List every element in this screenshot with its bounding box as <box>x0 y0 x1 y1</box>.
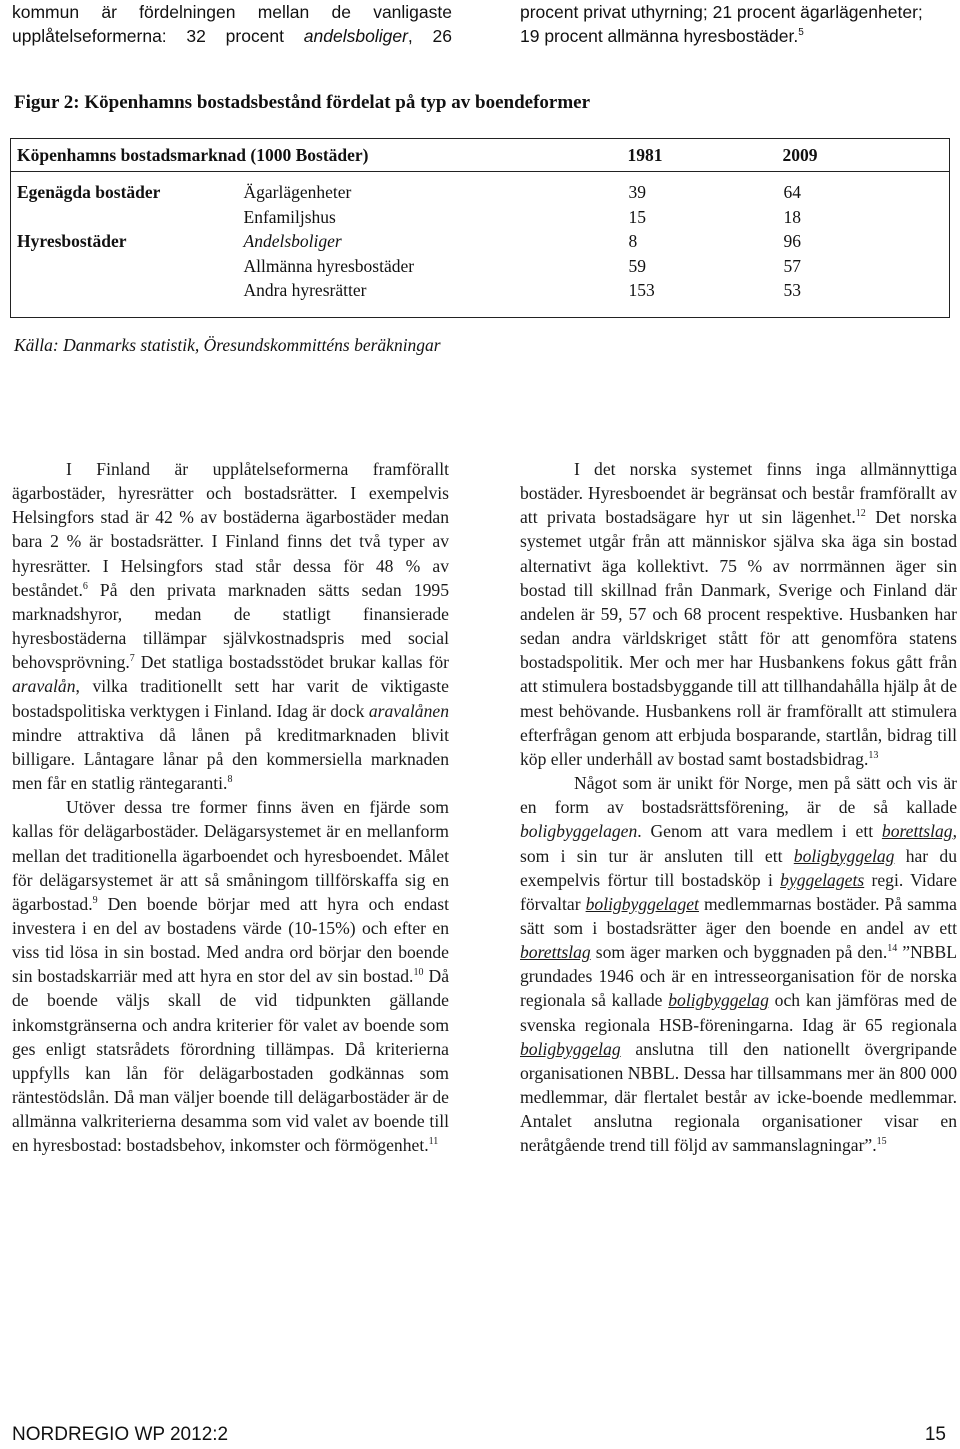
top-left-line2 <box>12 24 452 48</box>
page-number: 15 <box>924 1424 946 1445</box>
figure-title: Figur 2: Köpenhamns bostadsbestånd fördelat på typ av boendeformer <box>14 92 591 113</box>
value-1981: 59 <box>628 255 646 276</box>
top-left-line1: kommun är fördelningen mellan de vanligaste <box>12 2 452 22</box>
subtype-label: Ägarlägenheter <box>243 182 352 202</box>
value-1981: 153 <box>628 280 655 300</box>
italic-term: aravalån <box>12 676 76 697</box>
category-rental: Hyresbostäder <box>17 231 127 251</box>
value-2009: 53 <box>783 280 801 300</box>
top-right-line2-text: 19 procent allmänna hyresbostäder. <box>520 26 799 46</box>
text-run: Något som är unikt för Norge, men på sätt och vis är en form av bostadsrättsförening, är de så kallade <box>520 773 957 818</box>
text-run: I det norska systemet finns inga allmännyttiga bostäder. Hyresboendet är begränsat och består framförallt av att privata bostadsägare hyr ut sin lägenhet. <box>520 459 957 528</box>
subtype-label: Allmänna hyresbostäder <box>243 255 415 276</box>
value-2009: 96 <box>783 231 801 251</box>
text-run: Då de boende väljs skall de vid tidpunkten gällande inkomstgränserna och andra kriterier för valet av boende som ges enligt statsrådets förordning tillämpas. Då kriterierna uppfylls kan lån för delägarbostaden godkännas som räntestödslån. Då man väljer boende till delägarbostäder är de allmänna valkriterierna desamma som vid valet av boende till en hyresbostad: bostadsbehov, inkomster och förmögenhet. <box>12 966 449 1156</box>
paragraph <box>12 457 449 795</box>
text-run: som äger marken och byggnaden på den. <box>590 942 888 963</box>
text-run: Den boende börjar med att hyra och endast investera i en del av bostadens värde (10-15%) och efter en viss tid lösa in sin bostad. Med andra ord börjar den boende sin bostadskarriär med att hyra en stor del av sin bostad. <box>12 893 449 987</box>
text-run: Det statliga bostadsstödet brukar kallas för <box>134 652 449 673</box>
italic-term: borettslag <box>520 942 591 963</box>
text-run: , som i sin tur är ansluten till ett <box>520 821 957 866</box>
subtype-label: Andelsboliger <box>243 231 342 251</box>
figure-table <box>10 138 950 318</box>
table-row <box>11 172 950 318</box>
top-left-text <box>12 0 452 48</box>
footnote-ref: 10 <box>413 967 424 979</box>
text-run: mindre attraktiva då lånen på kreditmarknaden blivit billigare. Låntagare lånar på den kommersiella marknaden men får en statlig räntegaranti. <box>12 724 449 794</box>
table-header-year-2009: 2009 <box>783 139 950 172</box>
value-2009: 18 <box>783 206 801 227</box>
table-header-year-1981: 1981 <box>628 139 783 172</box>
italic-term: boligbyggelag <box>520 1038 621 1059</box>
footnote-ref: 5 <box>798 27 804 39</box>
text-run: Det norska systemet utgår från att människor själva ska äga sin bostad alternativt äga kollektivt. 75 % av norrmännen äger sin bostad till skillnad från Danmark, Sverige och Finland där andelen är 59, 57 och 68 procent respektive. Husbanken har sedan andra världskriget stått för att genomföra statens bostadspolitik. Mer och mer har Husbankens fokus gått från att stimulera bostadsbyggande till att tillhandahålla hjälp åt de mest behövande. Husbankens roll är framförallt att stimulera efterfrågan genom att erbjuda bosparande, startlån, bidrag till köp eller underhåll av bostad samt bostadsbidrag. <box>520 507 957 769</box>
footer-publication: NORDREGIO WP 2012:2 <box>12 1424 229 1445</box>
italic-term: aravalånen <box>368 700 449 721</box>
footnote-ref: 11 <box>428 1136 439 1148</box>
text-run: och kan jämföras med de svenska regionala HSB-föreningarna. Idag är 65 regionala <box>520 990 957 1035</box>
text-run: , vilka traditionellt sett har varit de viktigaste bostadspolitiska verktygen i Finland. Idag är dock <box>12 676 449 721</box>
italic-term: byggelagets <box>780 869 865 890</box>
italic-term: boligbyggelag <box>793 845 895 866</box>
text-run: . Genom att vara medlem i ett <box>637 821 882 842</box>
top-right-line1: procent privat uthyrning; 21 procent ägarlägenheter; <box>520 2 923 22</box>
value-2009: 57 <box>783 255 801 276</box>
footnote-ref: 8 <box>227 774 233 786</box>
subtype-label: Enfamiljshus <box>243 206 336 227</box>
value-1981: 8 <box>628 231 638 251</box>
table-1981-column <box>628 172 783 318</box>
text-run: Utöver dessa tre former finns även en fjärde som kallas för delägarbostäder. Delägarsystemet är en mellanform mellan det traditionella ägarboendet och hyresboendet. Målet för delägarsystemet är att så småningom tillförskaffa sig en ägarbostad. <box>12 797 449 914</box>
text-run: I Finland är upplåtelseformerna framförallt ägarbostäder, hyresrätter och bostadsrätter. I exempelvis Helsingfors stad är 42 % av bostäderna ägarbostäder medan bara 2 % är bostadsrätter. I Finland finns det två typer av hyresrätter. I Helsingfors stad står dessa för 48 % av beståndet. <box>12 459 449 600</box>
top-left-line2-end: , 26 <box>407 26 452 46</box>
figure-source: Källa: Danmarks statistik, Öresundskommitténs beräkningar <box>14 335 441 355</box>
italic-term: boligbyggelaget <box>585 893 699 914</box>
footnote-ref: 6 <box>82 580 88 592</box>
body-column-left <box>12 457 449 1158</box>
top-left-line2-text: upplåtelseformerna: 32 procent <box>12 26 304 46</box>
text-run: anslutna till den nationellt övergripande organisationen NBBL. Dessa har tillsammans mer än 800 000 medlemmar, där flertalet består av icke-boende medlemmar. Antalet anslutna regionala organisationer visar en neråtgående trend till följd av sammanslagningar”. <box>520 1038 957 1156</box>
italic-term: boligbyggelag <box>668 990 769 1011</box>
table-header-row <box>11 139 950 172</box>
value-2009: 64 <box>783 182 801 202</box>
footnote-ref: 12 <box>855 508 866 520</box>
top-right-text <box>520 0 960 48</box>
subtype-label: Andra hyresrätter <box>243 280 367 300</box>
table-category-column <box>11 172 243 318</box>
footnote-ref: 7 <box>129 653 135 665</box>
body-column-right <box>520 457 957 1158</box>
category-owned: Egenägda bostäder <box>17 182 161 202</box>
footnote-ref: 9 <box>92 894 98 906</box>
footnote-ref: 15 <box>876 1136 887 1148</box>
paragraph <box>520 771 957 1158</box>
text-run: medlemmarnas bostäder. På samma sätt som i bostadsrätter äger den boende en andel av ett <box>520 893 957 938</box>
italic-term: boligbyggelagen <box>520 821 638 842</box>
top-left-line2-italic: andelsboliger <box>303 26 408 46</box>
paragraph <box>520 457 957 771</box>
paragraph <box>12 795 449 1157</box>
table-header-label: Köpenhamns bostadsmarknad (1000 Bostäder) <box>11 139 628 172</box>
footnote-ref: 14 <box>887 943 898 955</box>
table-2009-column <box>783 172 950 318</box>
top-right-line2 <box>520 24 960 48</box>
table-subtype-column <box>243 172 628 318</box>
value-1981: 39 <box>628 182 646 202</box>
text-run: regi. Vidare förvaltar <box>520 869 957 914</box>
text-run: har du exempelvis förtur till bostadsköp i <box>520 845 958 890</box>
text-run: På den privata marknaden sätts sedan 1995 marknadshyror, medan de statligt finansierade hyresbostäderna tillämpar självkostnadspris med social behovsprövning. <box>12 579 449 673</box>
text-run: ”NBBL grundades 1946 och är en intresseorganisation för de norska regionala så kallade <box>520 942 957 1011</box>
spacer <box>17 205 242 230</box>
italic-term: borettslag <box>881 821 953 842</box>
footnote-ref: 13 <box>868 750 879 762</box>
value-1981: 15 <box>628 206 646 227</box>
